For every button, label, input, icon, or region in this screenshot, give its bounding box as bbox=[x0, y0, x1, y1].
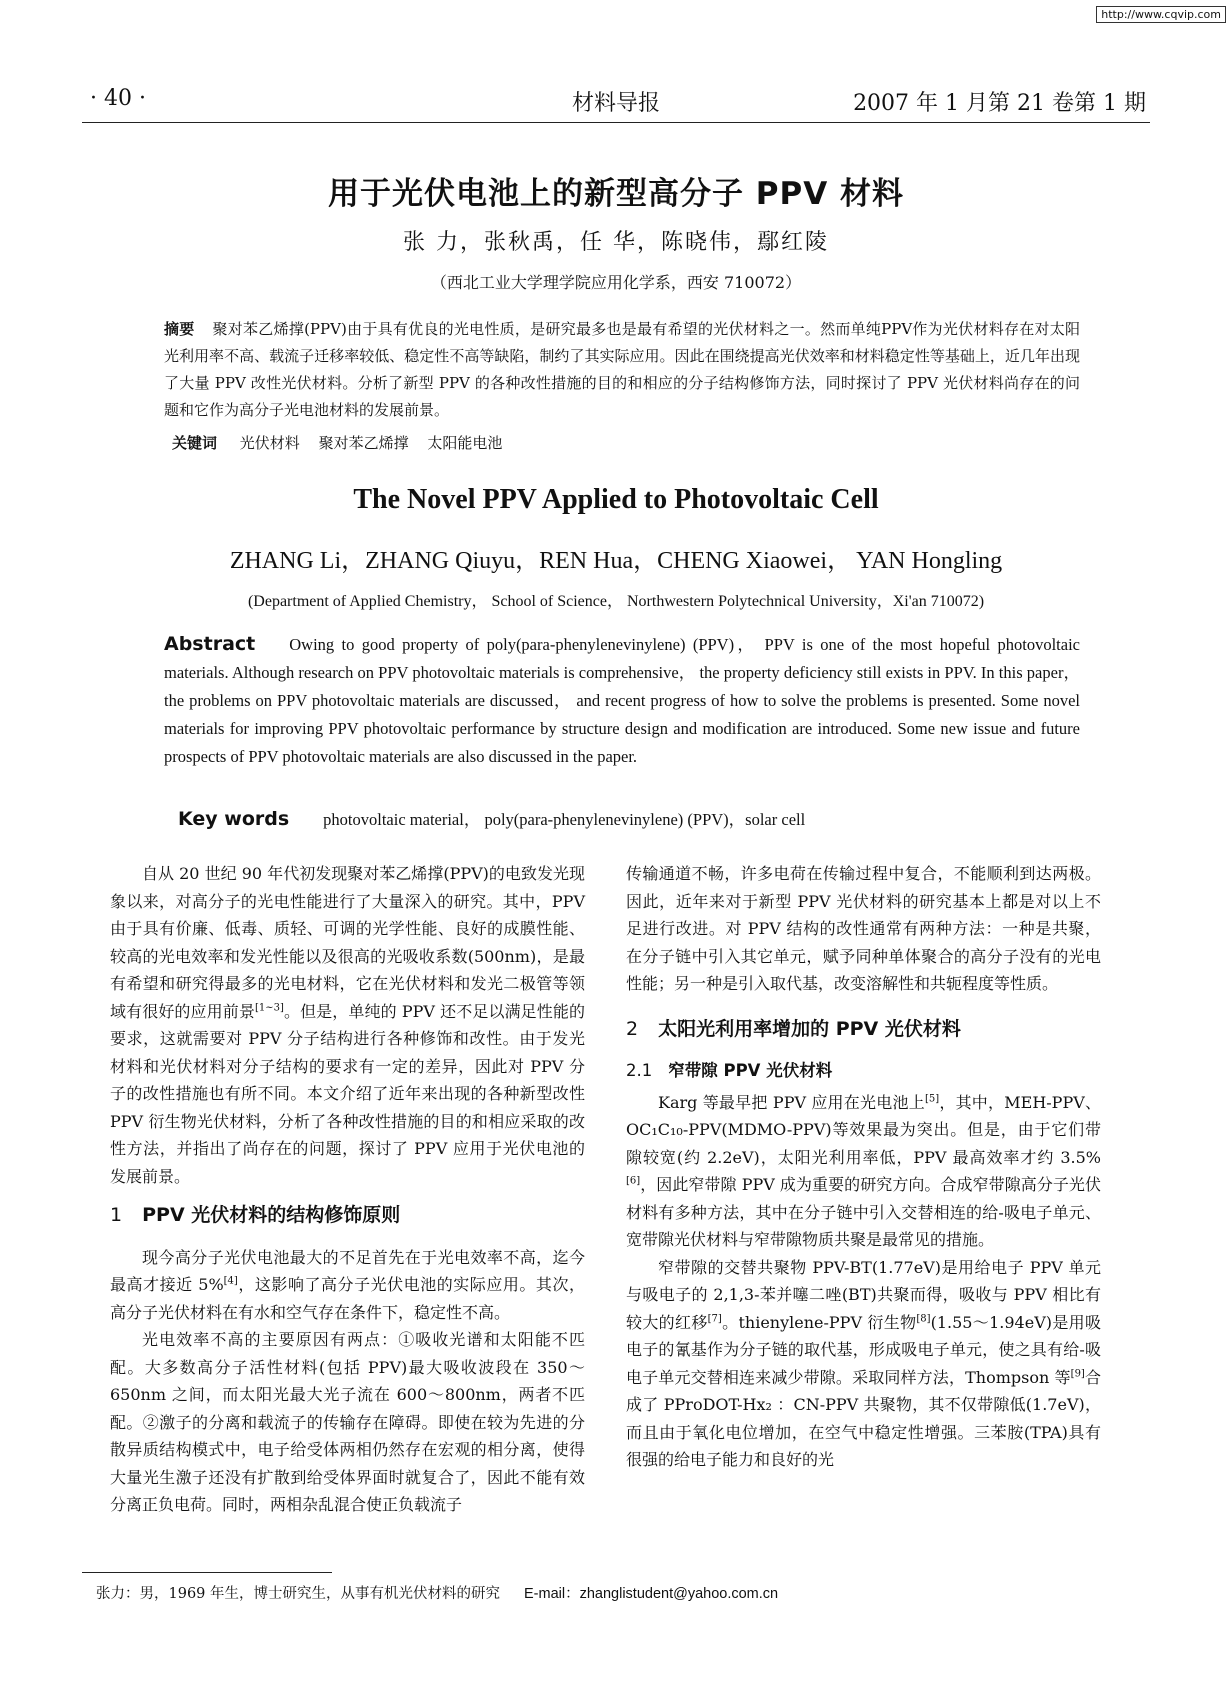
keyword: 聚对苯乙烯撑 bbox=[318, 434, 409, 452]
chinese-affiliation: （西北工业大学理学院应用化学系，西安 710072） bbox=[430, 273, 802, 292]
keyword: 光伏材料 bbox=[239, 434, 300, 452]
english-keywords bbox=[178, 806, 805, 830]
section-2-1-heading: 2.1 窄带隙 PPV 光伏材料 bbox=[626, 1061, 833, 1080]
section-1-paragraph: 现今高分子光伏电池最大的不足首先在于光电效率不高，迄今最高才接近 5%[4]，这影响了高分子光伏电池的实际应用。其次，高分子光伏材料在有水和空气存在条件下，稳定性不高。 bbox=[110, 1247, 585, 1322]
english-abstract-text: Owing to good property of poly(para-phenylenevinylene) (PPV)， PPV is one of the most hopeful photovoltaic materials. Although research on PPV photovoltaic materials is comprehensive， the property deficiency still exists in PPV. In this paper，the problems on PPV photovoltaic materials are discussed， and recent progress of how to solve the problems is presented. Some novel materials for improving PPV photovoltaic performance by structure design and modification are introduced. Some new issue and future prospects of PPV photovoltaic materials are also discussed in the paper. bbox=[164, 635, 1080, 766]
footnote-rule bbox=[82, 1572, 332, 1573]
chinese-authors: 张 力，张秋禹，任 华，陈晓伟，鄢红陵 bbox=[403, 230, 829, 255]
english-title: The Novel PPV Applied to Photovoltaic Cell bbox=[353, 484, 879, 515]
citation: [8] bbox=[916, 1313, 931, 1325]
source-url[interactable]: http://www.cqvip.com bbox=[1096, 6, 1226, 23]
chinese-abstract-text: 聚对苯乙烯撑(PPV)由于具有优良的光电性质，是研究最多也是最有希望的光伏材料之一。然而单纯PPV作为光伏材料存在对太阳光利用率不高、载流子迁移率较低、稳定性不高等缺陷，制约了其实际应用。因此在围绕提高光伏效率和材料稳定性等基础上，近几年出现了大量 PPV 改性光伏材料。分析了新型 PPV 的各种改性措施的目的和相应的分子结构修饰方法，同时探讨了 PPV 光伏材料尚存在的问题和它作为高分子光电池材料的发展前景。 bbox=[164, 320, 1080, 419]
english-keywords-text: photovoltaic material， poly(para-phenylenevinylene) (PPV)，solar cell bbox=[323, 810, 806, 829]
citation: [4] bbox=[223, 1275, 238, 1287]
citation: [5] bbox=[924, 1093, 940, 1105]
english-abstract-label: Abstract bbox=[164, 633, 256, 655]
intro-paragraph: 自从 20 世纪 90 年代初发现聚对苯乙烯撑(PPV)的电致发光现象以来，对高分子的光电性能进行了大量深入的研究。其中，PPV 由于具有价廉、低毒、质轻、可调的光学性能、良好的成膜性能、较高的光电效率和发光性能以及很高的光吸收系数(500nm)，是最有希望和研究得最多的光电材料，它在光伏材料和发光二极管等领域有很好的应用前景[1~3]。但是，单纯的 PPV 还不足以满足性能的要求，这就需要对 PPV 分子结构进行各种修饰和改性。由于发光材料和光伏材料对分子结构的要求有一定的差异，因此对 PPV 分子的改性措施也有所不同。本文介绍了近年来出现的各种新型改性 PPV 衍生物光伏材料，分析了各种改性措施的目的和相应采取的改性方法，并指出了尚存在的问题，探讨了 PPV 应用于光伏电池的发展前景。 bbox=[110, 864, 585, 1186]
chinese-abstract-label: 摘要 bbox=[164, 320, 195, 338]
citation: [6] bbox=[626, 1175, 641, 1187]
english-keywords-label: Key words bbox=[178, 808, 290, 830]
issue-info: 2007 年 1 月第 21 卷第 1 期 bbox=[853, 91, 1146, 116]
footnote-email[interactable]: E-mail：zhanglistudent@yahoo.com.cn bbox=[524, 1586, 779, 1602]
section-2-1-paragraph: 窄带隙的交替共聚物 PPV-BT(1.77eV)是用给电子 PPV 单元与吸电子的 2,1,3-苯并噻二唑(BT)共聚而得，吸收与 PPV 相比有较大的红移[7]。thienylene-PPV 衍生物[8](1.55～1.94eV)是用吸电子的氰基作为分子链的取代基，形成吸电子单元，使之具有给-吸电子单元交替相连来减少带隙。采取同样方法，Thompson 等[9]合成了 PProDOT-Hx₂ ：CN-PPV 共聚物，其不仅带隙低(1.7eV)，而且由于氧化电位增加，在空气中稳定性增强。三苯胺(TPA)具有很强的给电子能力和良好的光 bbox=[626, 1257, 1101, 1469]
header-rule bbox=[82, 122, 1150, 123]
english-abstract bbox=[164, 630, 1080, 771]
chinese-abstract bbox=[164, 316, 1080, 424]
keyword: 太阳能电池 bbox=[427, 434, 503, 452]
english-affiliation: (Department of Applied Chemistry， School of Science， Northwestern Polytechnical University，Xi'an 710072) bbox=[247, 593, 985, 610]
footnote bbox=[96, 1582, 778, 1603]
section-2-1-paragraph: Karg 等最早把 PPV 应用在光电池上[5]，其中，MEH-PPV、OC₁C₁₀-PPV(MDMO-PPV)等效果最为突出。但是，由于它们带隙较宽(约 2.2eV)，太阳光利用率低，PPV 最高效率才约 3.5%[6]，因此窄带隙 PPV 成为重要的研究方向。合成窄带隙高分子光伏材料有多种方法，其中在分子链中引入交替相连的给-吸电子单元、宽带隙光伏材料与窄带隙物质共聚是最常见的措施。 bbox=[626, 1092, 1101, 1249]
body-left-column bbox=[110, 860, 585, 1519]
journal-name: 材料导报 bbox=[571, 91, 660, 116]
running-header bbox=[82, 86, 1150, 120]
continued-paragraph: 传输通道不畅，许多电荷在传输过程中复合，不能顺利到达两极。因此，近年来对于新型 PPV 光伏材料的研究基本上都是对以上不足进行改进。对 PPV 结构的改性通常有两种方法：一种是共聚，在分子链中引入其它单元，赋予同种单体聚合的高分子没有的光电性能；另一种是引入取代基，改变溶解性和共轭程度等性质。 bbox=[626, 864, 1101, 993]
chinese-keywords-label: 关键词 bbox=[172, 434, 218, 452]
section-1-heading: 1 PPV 光伏材料的结构修饰原则 bbox=[110, 1204, 401, 1226]
section-1-paragraph: 光电效率不高的主要原因有两点：①吸收光谱和太阳能不匹配。大多数高分子活性材料(包括 PPV)最大吸收波段在 350～650nm 之间，而太阳光最大光子流在 600～800nm，两者不匹配。②激子的分离和载流子的传输存在障碍。即使在较为先进的分散异质结构模式中，电子给受体两相仍然存在宏观的相分离，使得大量光生激子还没有扩散到给受体界面时就复合了，因此不能有效分离正负电荷。同时，两相杂乱混合使正负载流子 bbox=[110, 1330, 585, 1514]
body-right-column bbox=[626, 860, 1101, 1474]
english-authors: ZHANG Li，ZHANG Qiuyu，REN Hua，CHENG Xiaowei， YAN Hongling bbox=[229, 548, 1003, 574]
section-2-heading: 2 太阳光利用率增加的 PPV 光伏材料 bbox=[626, 1017, 961, 1040]
chinese-title: 用于光伏电池上的新型高分子 PPV 材料 bbox=[327, 176, 904, 212]
citation: [9] bbox=[1070, 1368, 1085, 1380]
citation: [7] bbox=[707, 1313, 722, 1325]
citation: [1~3] bbox=[254, 1002, 284, 1014]
footnote-author: 张力：男，1969 年生，博士研究生，从事有机光伏材料的研究 bbox=[96, 1586, 501, 1602]
page-number: · 40 · bbox=[90, 86, 146, 111]
chinese-keywords bbox=[172, 432, 516, 453]
